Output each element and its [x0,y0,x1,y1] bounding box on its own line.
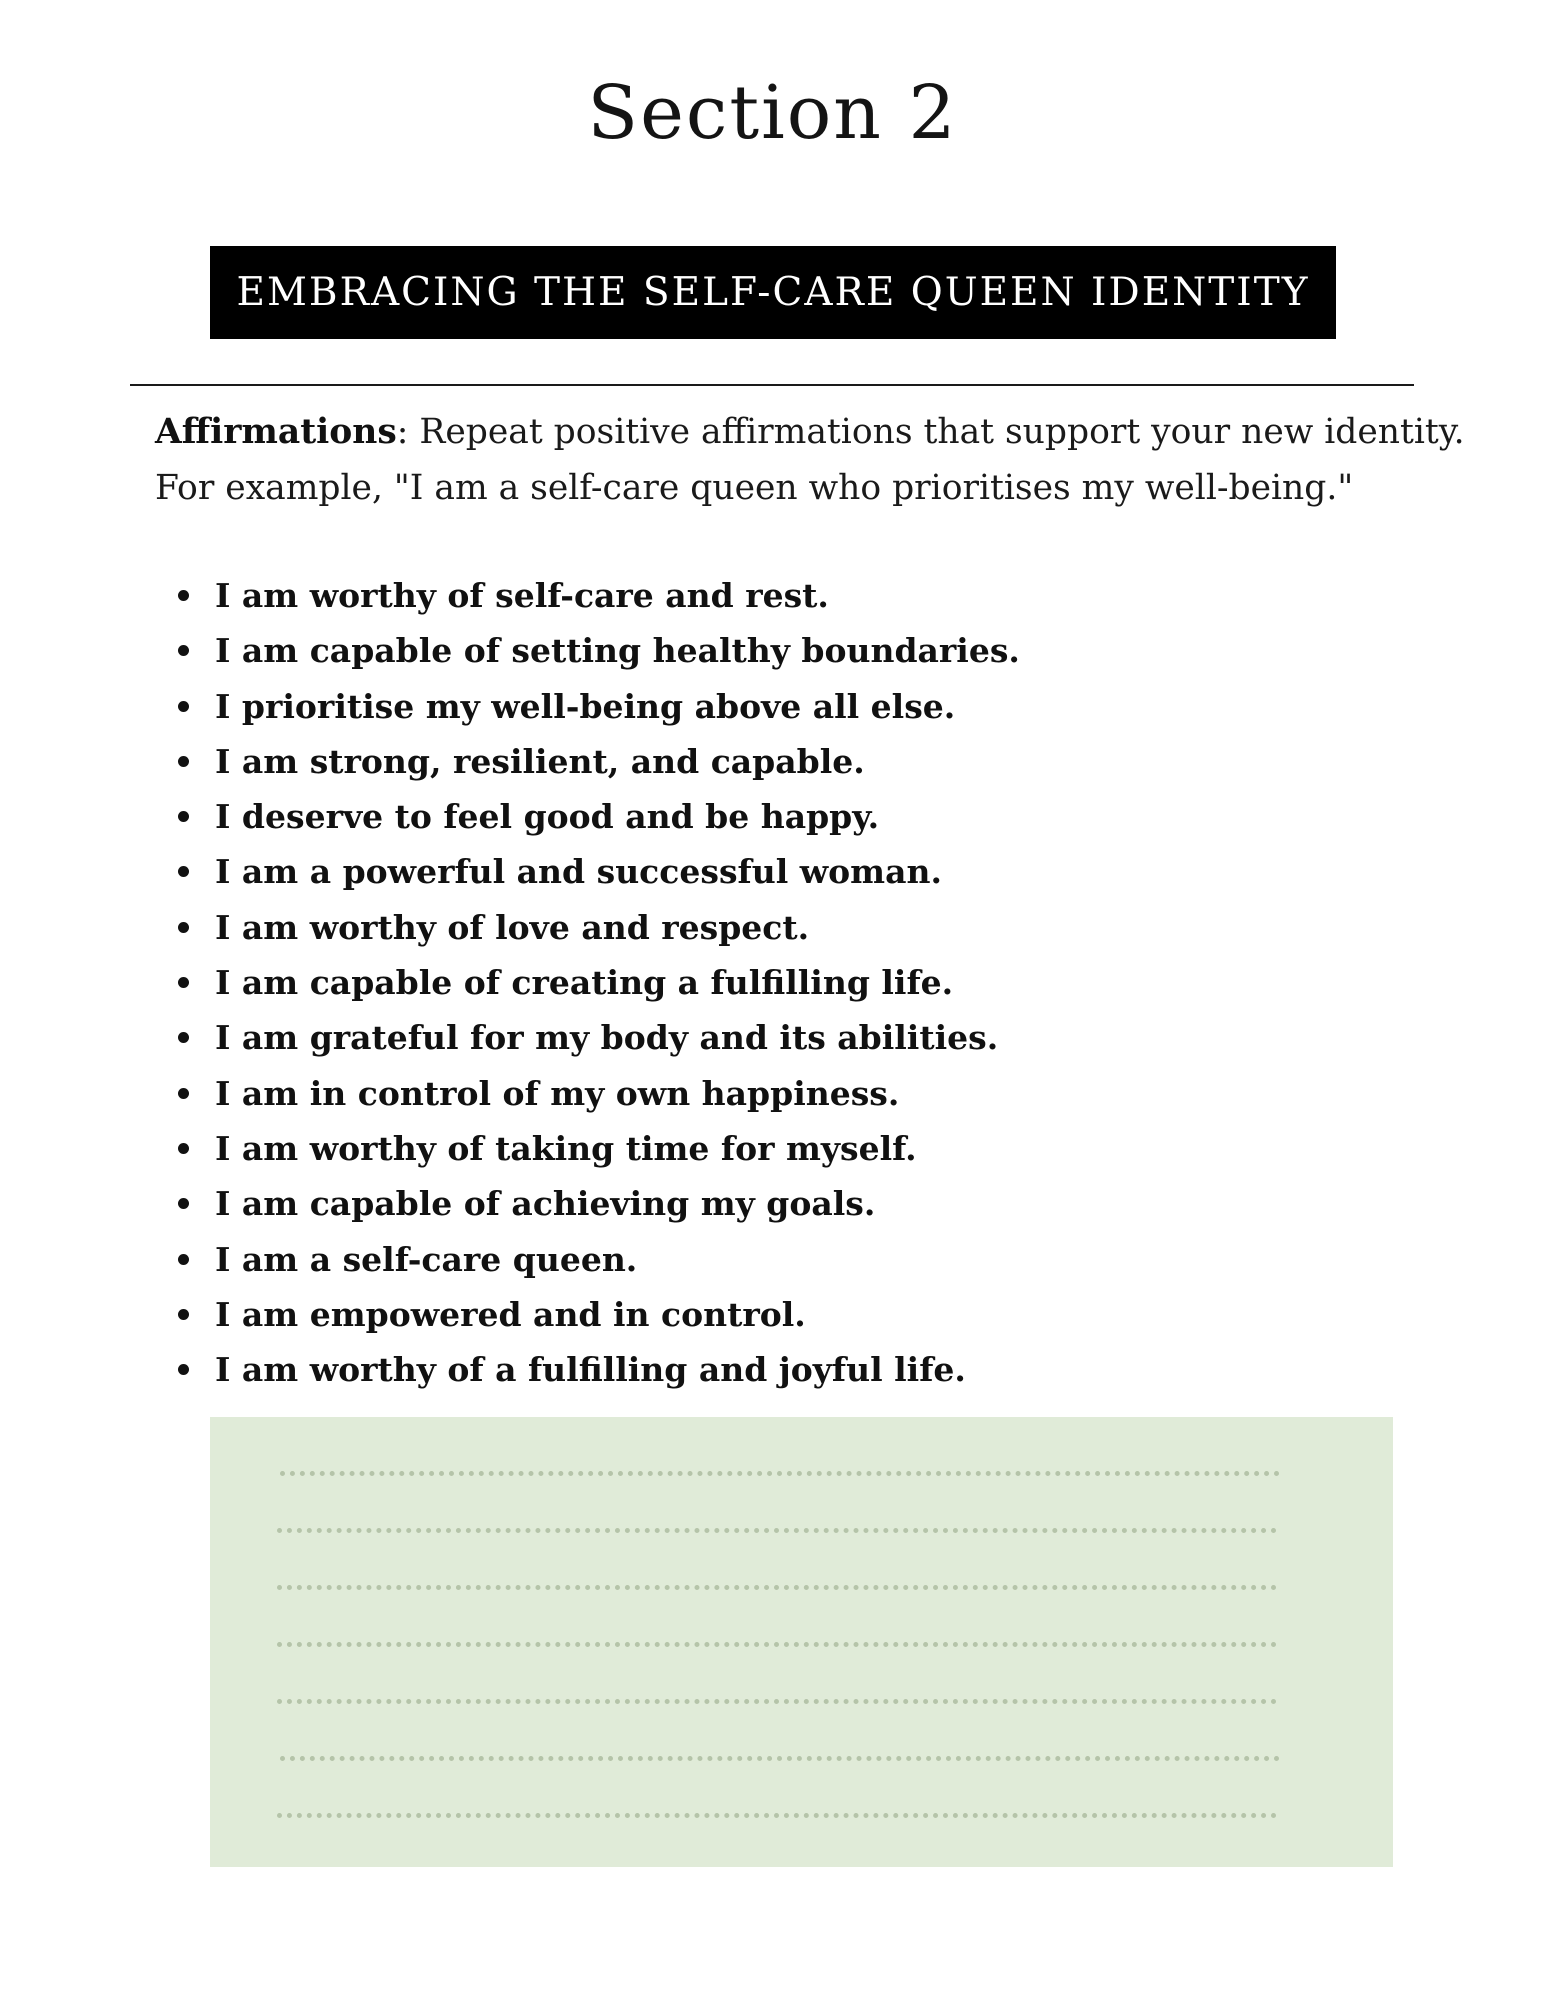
list-item [215,734,1020,789]
list-item [215,1176,1020,1231]
bullet-icon [178,866,189,877]
list-item [215,844,1020,899]
affirmations-list [155,568,1020,1397]
affirmation-text: I am worthy of love and respect. [215,907,810,947]
notes-box[interactable] [210,1417,1393,1867]
affirmation-text: I am a powerful and successful woman. [215,852,942,892]
affirmation-text: I am in control of my own happiness. [215,1073,900,1113]
bullet-icon [178,756,189,767]
bullet-icon [178,1198,189,1209]
affirmation-text: I am worthy of taking time for myself. [215,1128,917,1168]
bullet-icon [178,1143,189,1154]
writing-line[interactable] [277,1813,1277,1818]
intro-paragraph [155,404,1485,516]
writing-line[interactable] [277,1585,1277,1590]
list-item [215,1066,1020,1121]
affirmation-text: I am capable of creating a fulfilling life. [215,963,954,1003]
bullet-icon [178,1032,189,1043]
affirmation-text: I am a self-care queen. [215,1239,638,1279]
affirmation-text: I am capable of setting healthy boundaries. [215,631,1020,671]
writing-line[interactable] [277,1699,1277,1704]
section-banner-text: EMBRACING THE SELF-CARE QUEEN IDENTITY [236,270,1310,315]
list-item [215,900,1020,955]
list-item [215,1121,1020,1176]
list-item [215,568,1020,623]
writing-line[interactable] [280,1756,1280,1761]
affirmation-text: I am grateful for my body and its abilities. [215,1018,999,1058]
list-item [215,1232,1020,1287]
affirmation-text: I am strong, resilient, and capable. [215,741,865,781]
bullet-icon [178,1364,189,1375]
writing-line[interactable] [277,1642,1277,1647]
intro-label: Affirmations [155,412,397,452]
list-item [215,1342,1020,1397]
list-item [215,1010,1020,1065]
affirmation-text: I am worthy of a fulfilling and joyful life. [215,1350,966,1390]
page-title: Section 2 [587,70,958,156]
bullet-icon [178,1088,189,1099]
bullet-icon [178,590,189,601]
list-item [215,679,1020,734]
affirmation-text: I am capable of achieving my goals. [215,1184,876,1224]
section-banner [210,246,1336,339]
affirmation-text: I prioritise my well-being above all else. [215,686,956,726]
list-item [215,1287,1020,1342]
writing-line[interactable] [280,1471,1280,1476]
list-item [215,623,1020,678]
list-item [215,789,1020,844]
bullet-icon [178,1309,189,1320]
list-item [215,955,1020,1010]
affirmation-text: I am worthy of self-care and rest. [215,576,829,615]
intro-text: : Repeat positive affirmations that support your new identity. For example, "I am a self-care queen who prioritises my well-being." [155,412,1465,508]
affirmation-text: I am empowered and in control. [215,1294,806,1334]
writing-line[interactable] [277,1528,1277,1533]
bullet-icon [178,811,189,822]
bullet-icon [178,977,189,988]
bullet-icon [178,922,189,933]
bullet-icon [178,645,189,656]
bullet-icon [178,701,189,712]
bullet-icon [178,1254,189,1265]
affirmation-text: I deserve to feel good and be happy. [215,797,880,837]
divider [130,384,1414,386]
